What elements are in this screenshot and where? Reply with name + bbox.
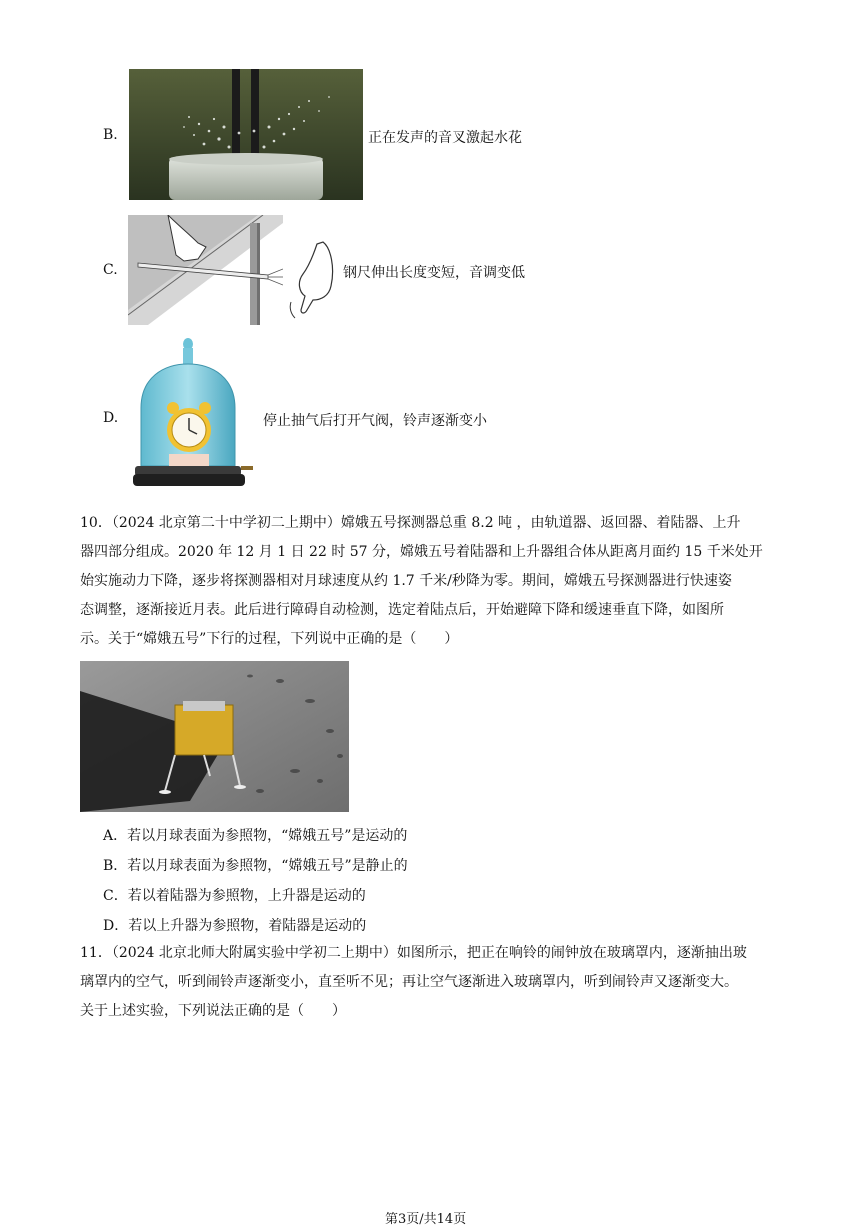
question-10-line: 器四部分组成。2020 年 12 月 1 日 22 时 57 分，嫦娥五号着陆器和上升器组合体从距离月面约 15 千米处开 bbox=[80, 544, 763, 560]
question-10-text bbox=[80, 509, 800, 654]
option-b-letter: B. bbox=[103, 127, 118, 143]
question-10-line: 始实施动力下降，逐步将探测器相对月球速度从约 1.7 千米/秒降为零。期间，嫦娥五号探测器进行快速姿 bbox=[80, 573, 732, 589]
question-11-line: 璃罩内的空气，听到闹铃声逐渐变小，直至听不见；再让空气逐渐进入玻璃罩内，听到闹铃声又逐渐变大。 bbox=[80, 974, 738, 990]
question-10-option-d[interactable]: D．若以上升器为参照物，着陆器是运动的 bbox=[103, 918, 367, 934]
question-10-line: 10．（2024 北京第二十中学初二上期中）嫦娥五号探测器总重 8.2 吨 ，由轨道器、返回器、着陆器、上升 bbox=[80, 515, 741, 531]
option-c-letter: C. bbox=[103, 262, 118, 278]
question-10-line: 示。关于“嫦娥五号”下行的过程，下列说中正确的是（ ） bbox=[80, 631, 459, 647]
steel-ruler-table-drawing bbox=[128, 215, 283, 325]
question-10-option-c[interactable]: C．若以着陆器为参照物，上升器是运动的 bbox=[103, 888, 366, 904]
option-d-caption: 停止抽气后打开气阀，铃声逐渐变小 bbox=[263, 413, 487, 429]
question-10-option-a[interactable]: A．若以月球表面为参照物，“嫦娥五号”是运动的 bbox=[103, 828, 408, 844]
question-11-text bbox=[80, 939, 800, 1026]
option-c-caption: 钢尺伸出长度变短，音调变低 bbox=[343, 265, 525, 281]
question-11-line: 关于上述实验，下列说法正确的是（ ） bbox=[80, 1003, 346, 1019]
bell-jar-alarm-clock-picture bbox=[133, 338, 258, 492]
question-10-line: 态调整，逐渐接近月表。此后进行障碍自动检测，选定着陆点后，开始避障下降和缓速垂直下降，如图所 bbox=[80, 602, 724, 618]
page-number-footer: 第3页/共14页 bbox=[385, 1212, 467, 1227]
question-10-option-b[interactable]: B．若以月球表面为参照物，“嫦娥五号”是静止的 bbox=[103, 858, 408, 874]
question-11-line: 11．（2024 北京北师大附属实验中学初二上期中）如图所示，把正在响铃的闹钟放在玻璃罩内，逐渐抽出玻 bbox=[80, 945, 747, 961]
option-b-caption: 正在发声的音叉激起水花 bbox=[368, 130, 522, 146]
lunar-lander-photo bbox=[80, 661, 349, 812]
option-d-letter: D. bbox=[103, 410, 119, 426]
pointing-finger-icon bbox=[283, 238, 338, 322]
tuning-fork-water-photo bbox=[129, 69, 363, 200]
